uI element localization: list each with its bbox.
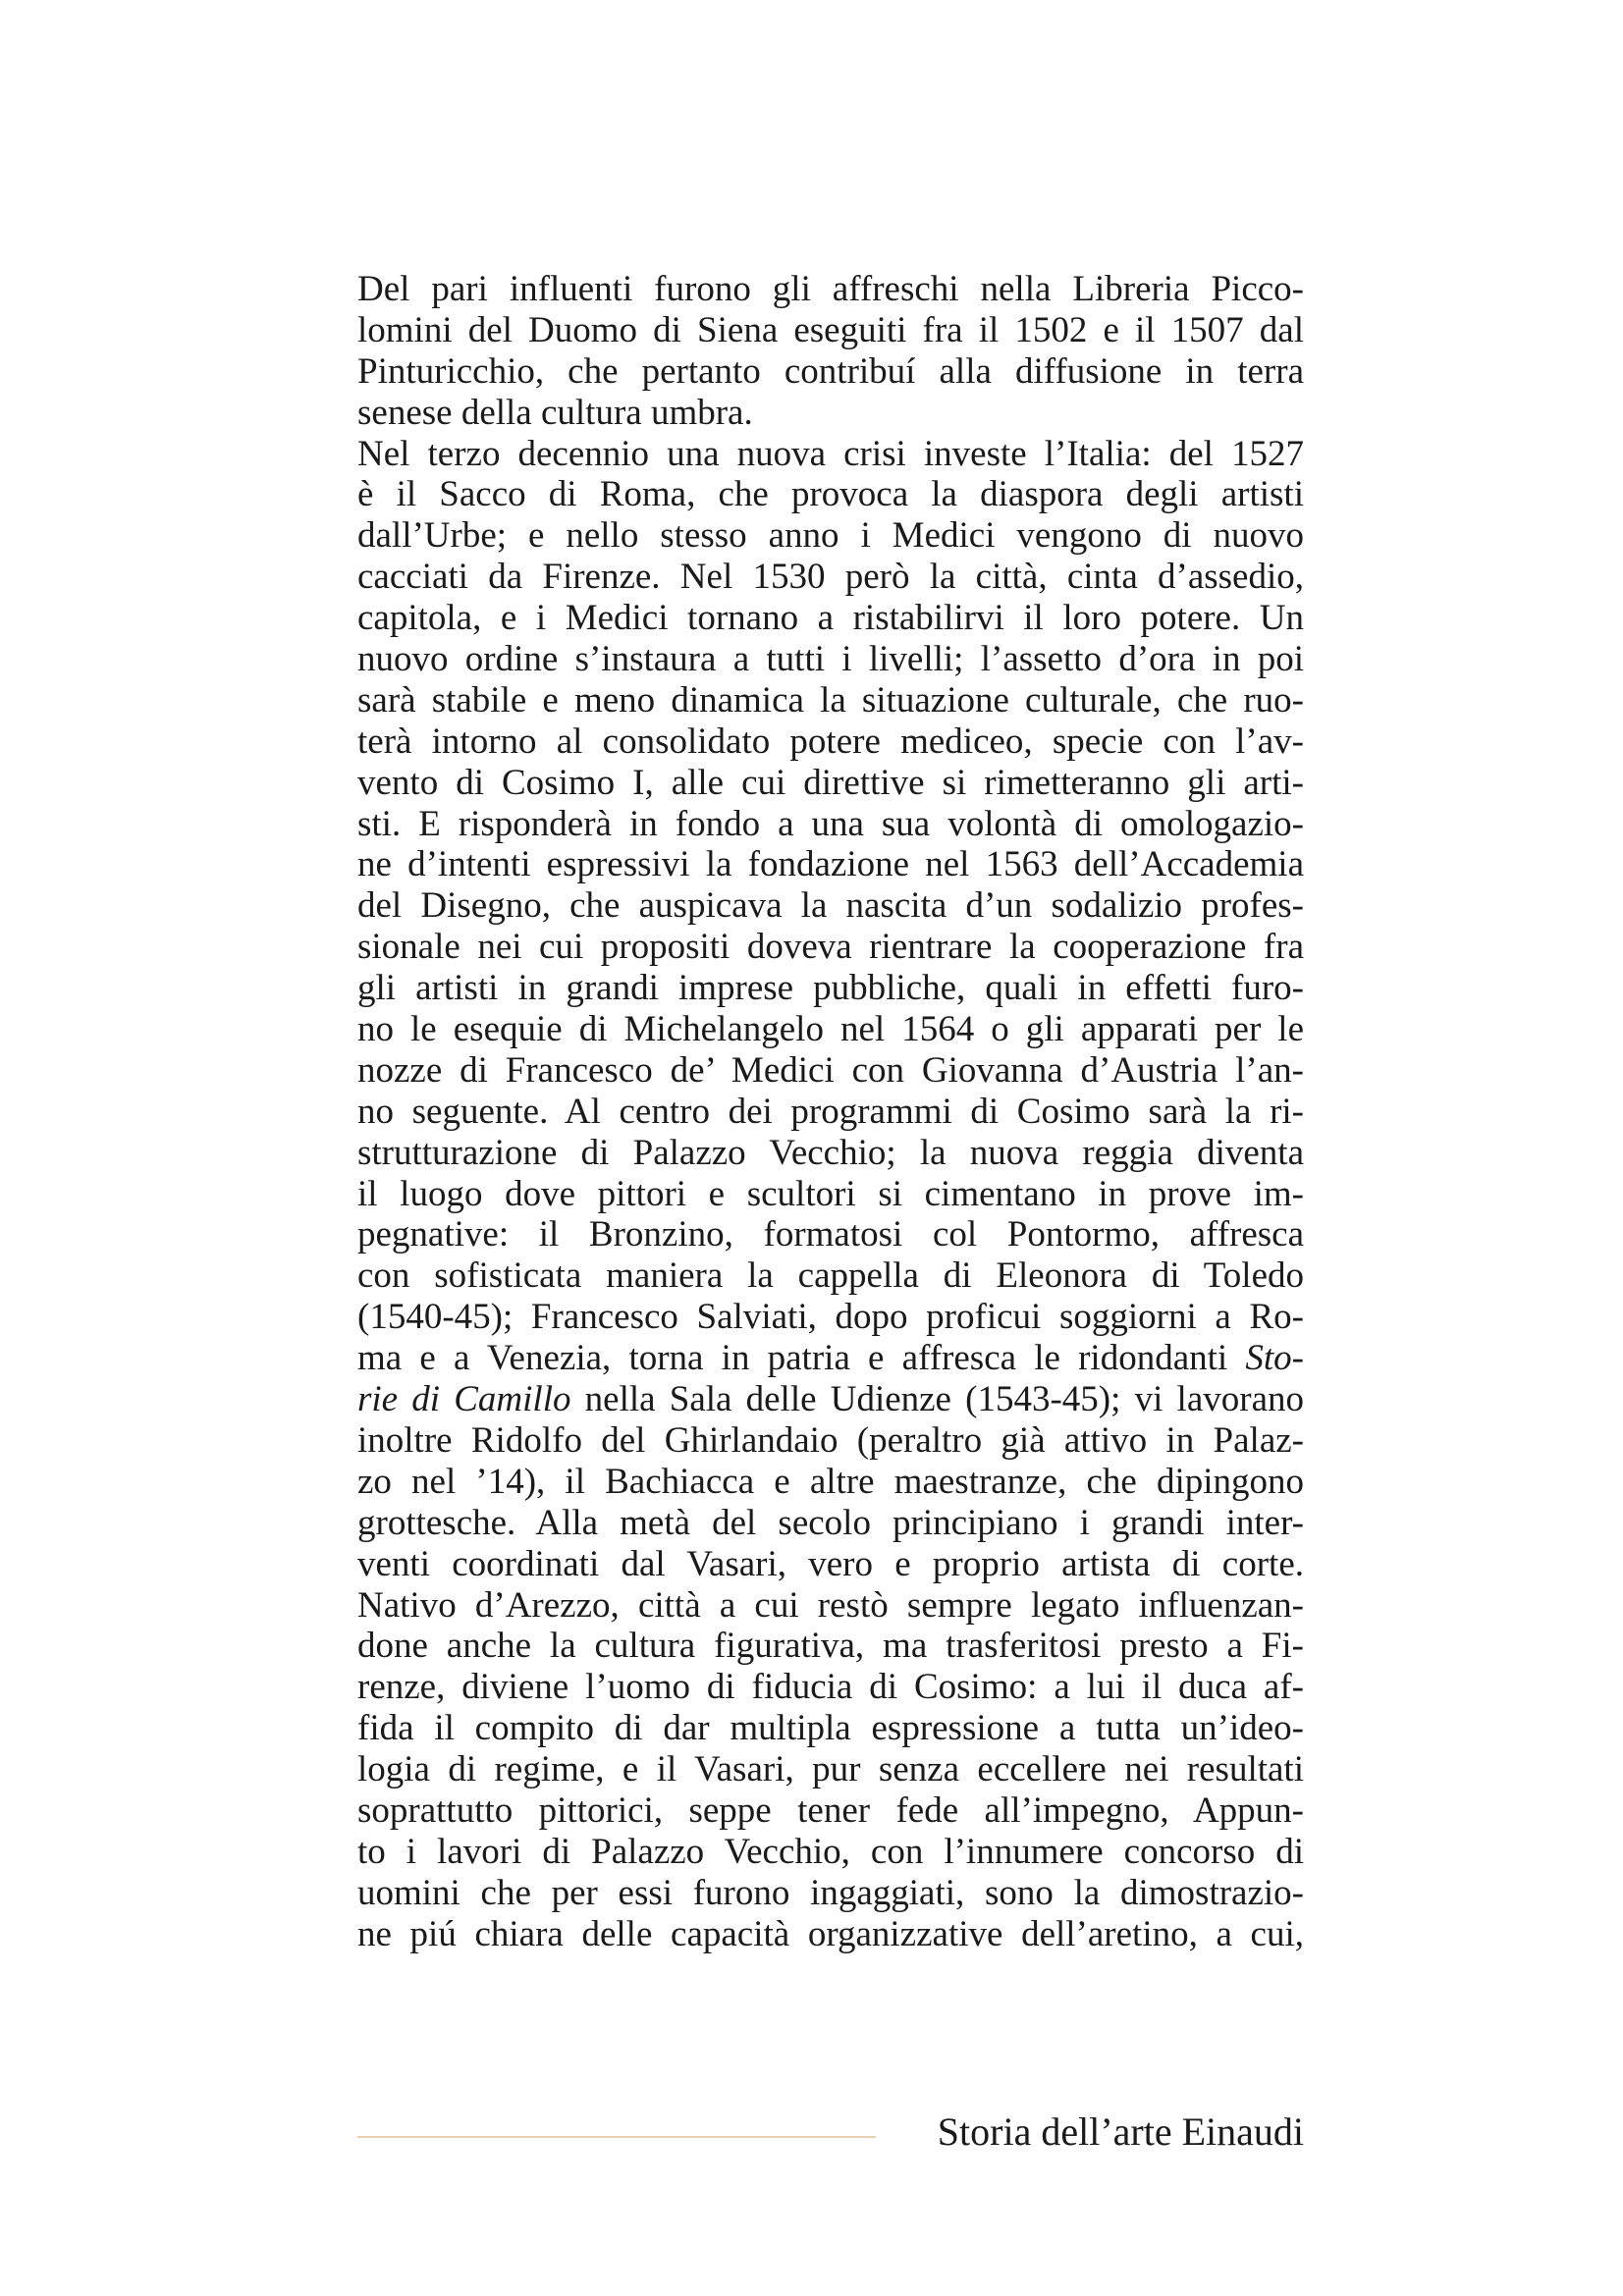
text-line: soprattutto pittorici, seppe tener fede all’impegno, Appun- xyxy=(357,1789,1304,1831)
text-line: Pinturicchio, che pertanto contribuí alla diffusione in terra xyxy=(357,350,1304,392)
text-line: ne piú chiara delle capacità organizzative dell’aretino, a cui, xyxy=(357,1913,1304,1954)
text-line: strutturazione di Palazzo Vecchio; la nuova reggia diventa xyxy=(357,1132,1304,1173)
text-line: nuovo ordine s’instaura a tutti i livelli; l’assetto d’ora in poi xyxy=(357,639,1304,680)
text-line: logia di regime, e il Vasari, pur senza eccellere nei resultati xyxy=(357,1749,1304,1790)
text-line: done anche la cultura figurativa, ma trasferitosi presto a Fi- xyxy=(357,1626,1304,1667)
text-line: no le esequie di Michelangelo nel 1564 o gli apparati per le xyxy=(357,1009,1304,1050)
text-line: vento di Cosimo I, alle cui direttive si rimetteranno gli arti- xyxy=(357,762,1304,803)
italic-title-part: rie di Camillo xyxy=(357,1379,571,1420)
text-line: Del pari influenti furono gli affreschi nella Libreria Picco- xyxy=(357,269,1304,309)
text-line: Nativo d’Arezzo, città a cui restò sempre legato influenzan- xyxy=(357,1584,1304,1626)
text-line: no seguente. Al centro dei programmi di Cosimo sarà la ri- xyxy=(357,1091,1304,1132)
text-line: terà intorno al consolidato potere mediceo, specie con l’av- xyxy=(357,721,1304,762)
text-line: zo nel ’14), il Bachiacca e altre maestranze, che dipingono xyxy=(357,1461,1304,1502)
text-line: lomini del Duomo di Siena eseguiti fra il 1502 e il 1507 dal xyxy=(357,309,1304,350)
text-line: è il Sacco di Roma, che provoca la diaspora degli artisti xyxy=(357,474,1304,515)
text-line: capitola, e i Medici tornano a ristabilirvi il loro potere. Un xyxy=(357,598,1304,639)
text-line: renze, diviene l’uomo di fiducia di Cosimo: a lui il duca af- xyxy=(357,1667,1304,1708)
text-line: sarà stabile e meno dinamica la situazione culturale, che ruo- xyxy=(357,679,1304,721)
text-line: grottesche. Alla metà del secolo principiano i grandi inter- xyxy=(357,1502,1304,1543)
text-line: del Disegno, che auspicava la nascita d’un sodalizio profes- xyxy=(357,885,1304,927)
text-line xyxy=(357,1338,1304,1379)
text-line: con sofisticata maniera la cappella di Eleonora di Toledo xyxy=(357,1255,1304,1297)
text-line: to i lavori di Palazzo Vecchio, con l’innumere concorso di xyxy=(357,1831,1304,1872)
text-line: Nel terzo decennio una nuova crisi investe l’Italia: del 1527 xyxy=(357,433,1304,474)
text-line: dall’Urbe; e nello stesso anno i Medici vengono di nuovo xyxy=(357,515,1304,557)
text-line: fida il compito di dar multipla espressione a tutta un’ideo- xyxy=(357,1708,1304,1749)
text-line: cacciati da Firenze. Nel 1530 però la città, cinta d’assedio, xyxy=(357,557,1304,598)
text-line xyxy=(357,1379,1304,1420)
footer-title: Storia dell’arte Einaudi xyxy=(937,2109,1304,2154)
text-line: venti coordinati dal Vasari, vero e proprio artista di corte. xyxy=(357,1543,1304,1584)
text-line: senese della cultura umbra. xyxy=(357,392,753,433)
text-line: pegnative: il Bronzino, formatosi col Pontormo, affresca xyxy=(357,1214,1304,1255)
text-line: gli artisti in grandi imprese pubbliche, quali in effetti furo- xyxy=(357,968,1304,1009)
footer-rule xyxy=(357,2136,876,2138)
text-line: inoltre Ridolfo del Ghirlandaio (peraltro già attivo in Palaz- xyxy=(357,1419,1304,1461)
text-run: ma e a Venezia, torna in patria e affresca le ridondanti xyxy=(357,1338,1246,1379)
text-line: sionale nei cui propositi doveva rientrare la cooperazione fra xyxy=(357,927,1304,968)
text-line: nozze di Francesco de’ Medici con Giovanna d’Austria l’an- xyxy=(357,1049,1304,1091)
text-line: ne d’intenti espressivi la fondazione nel 1563 dell’Accademia xyxy=(357,844,1304,885)
italic-title-part: Sto- xyxy=(1245,1338,1304,1379)
body-text xyxy=(357,269,1304,1955)
text-line: uomini che per essi furono ingaggiati, sono la dimostrazio- xyxy=(357,1872,1304,1913)
text-line: sti. E risponderà in fondo a una sua volontà di omologazio- xyxy=(357,803,1304,844)
text-line: il luogo dove pittori e scultori si cimentano in prove im- xyxy=(357,1173,1304,1214)
text-run: nella Sala delle Udienze (1543-45); vi lavorano xyxy=(570,1379,1304,1420)
text-line: (1540-45); Francesco Salviati, dopo proficui soggiorni a Ro- xyxy=(357,1297,1304,1338)
